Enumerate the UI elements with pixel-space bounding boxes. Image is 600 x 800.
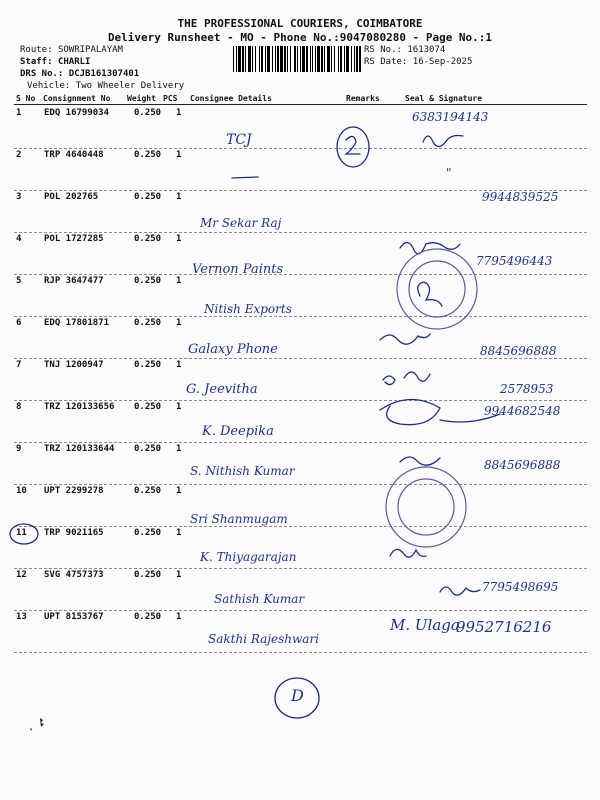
hw-seal-10: 8845696888 [484,458,561,472]
row-sno: 4 [16,234,22,244]
hw-consignee-13: Sathish Kumar [214,592,305,606]
hw-seal-13: 9952716216 [456,618,552,636]
vehicle-line [27,81,184,91]
row-weight: 0.250 [134,150,162,160]
row-pcs: 1 [176,234,182,244]
route-line [20,45,123,55]
row-divider [14,442,587,443]
header-rule [14,104,587,105]
col-remarks: Remarks [346,94,380,103]
row-sno: 2 [16,150,22,160]
row-pcs: 1 [176,570,182,580]
hw-consignee-7: Galaxy Phone [188,342,278,357]
row-divider [14,358,587,359]
rs-date-label: RS Date: [364,57,408,67]
row-weight: 0.250 [134,360,162,370]
row-pcs: 1 [176,612,182,622]
drs-line [20,69,139,79]
row-pcs: 1 [176,528,182,538]
row-weight: 0.250 [134,528,162,538]
drs-label: DRS No.: [20,69,64,79]
col-weight: Weight [127,94,156,103]
row-consignment: RJP 3647477 [44,276,104,286]
row-sno: 3 [16,192,22,202]
row-pcs: 1 [176,318,182,328]
row-consignment: TNJ 1200947 [44,360,104,370]
row-divider [14,526,587,527]
hw-seal-7: 8845696888 [480,344,557,358]
runsheet-subtitle: Delivery Runsheet - MO - Phone No.:9047080280 - Page No.:1 [107,31,493,44]
row-divider [14,568,587,569]
col-seal-signature: Seal & Signature [405,94,483,103]
row-weight: 0.250 [134,612,162,622]
hw-consignee-5: Vernon Paints [192,262,284,277]
hw-consignee-12: K. Thiyagarajan [200,550,297,564]
row-pcs: 1 [176,276,182,286]
row-weight: 0.250 [134,570,162,580]
row-divider [14,148,587,149]
row-consignment: UPT 2299278 [44,486,104,496]
table-row [14,528,587,570]
row-consignment: UPT 8153767 [44,612,104,622]
hw-seal-3: 9944839525 [482,190,559,204]
hw-seal-prefix-13: M. Ulaga [390,616,460,634]
row-sno: 5 [16,276,22,286]
hw-seal-12: 7795498695 [482,580,559,594]
row-pcs: 1 [176,402,182,412]
hw-consignee-1: TCJ [226,132,252,148]
vehicle-value: Two Wheeler Delivery [75,81,185,91]
row-divider [14,484,587,485]
row-divider [14,610,587,611]
col-consignee: Consignee Details [190,94,272,103]
hw-footer-mark: D [291,686,304,705]
row-consignment: POL 202765 [44,192,99,202]
row-weight: 0.250 [134,108,162,118]
rs-no-line [364,45,445,55]
route-value: SOWRIPALAYAM [57,45,123,55]
row-pcs: 1 [176,150,182,160]
rs-no-label: RS No.: [364,45,402,55]
scan-speck [30,718,44,731]
hw-seal-9: 9944682548 [484,404,561,418]
row-weight: 0.250 [134,234,162,244]
drs-value: DCJB161307401 [68,69,140,79]
row-sno: 11 [16,528,27,538]
row-consignment: TRZ 120133644 [44,444,115,454]
rs-date-value: 16-Sep-2025 [412,57,473,67]
row-divider [14,316,587,317]
row-weight: 0.250 [134,444,162,454]
staff-value: CHARLI [57,57,91,67]
staff-line [20,57,90,67]
row-divider [14,652,587,653]
row-consignment: SVG 4757373 [44,570,104,580]
hw-consignee-8: G. Jeevitha [186,382,258,397]
staff-label: Staff: [20,57,53,67]
row-divider [14,274,587,275]
rs-date-line [364,57,472,67]
barcode [233,46,361,72]
hw-consignee-11: Sri Shanmugam [190,512,288,526]
row-consignment: TRP 9021165 [44,528,104,538]
row-pcs: 1 [176,444,182,454]
row-weight: 0.250 [134,486,162,496]
row-divider [14,232,587,233]
row-consignment: POL 1727285 [44,234,104,244]
hw-seal-8: 2578953 [500,382,554,396]
row-pcs: 1 [176,108,182,118]
col-consignment: Consignment No [43,94,111,103]
col-pcs: PCS [163,94,178,103]
row-consignment: EDQ 17801871 [44,318,110,328]
table-row [14,108,587,150]
hw-seal-1: 6383194143 [412,110,489,124]
row-divider [14,400,587,401]
row-weight: 0.250 [134,318,162,328]
table-row [14,150,587,192]
row-weight: 0.250 [134,192,162,202]
hw-consignee-6: Nitish Exports [204,302,292,316]
hw-extra-name-13: Sakthi Rajeshwari [208,632,320,646]
hw-consignee-9: K. Deepika [202,424,274,439]
company-title: THE PROFESSIONAL COURIERS, COIMBATORE [177,17,423,30]
row-weight: 0.250 [134,276,162,286]
table-row [14,486,587,528]
row-sno: 9 [16,444,22,454]
row-weight: 0.250 [134,402,162,412]
row-pcs: 1 [176,192,182,202]
hw-consignee-4: Mr Sekar Raj [200,216,282,230]
col-sno: S No [16,94,36,103]
row-sno: 12 [16,570,27,580]
row-sno: 13 [16,612,27,622]
row-sno: 10 [16,486,27,496]
row-pcs: 1 [176,360,182,370]
hw-seal-4: 7795496443 [476,254,553,268]
row-consignment: TRZ 120133656 [44,402,115,412]
row-sno: 1 [16,108,22,118]
table-row [14,276,587,318]
row-sno: 7 [16,360,22,370]
hw-consignee-10: S. Nithish Kumar [190,464,295,478]
route-label: Route: [20,45,53,55]
row-sno: 6 [16,318,22,328]
hw-seal-2: " [446,166,452,180]
rs-no-value: 1613074 [407,45,446,55]
row-pcs: 1 [176,486,182,496]
row-consignment: TRP 4640448 [44,150,104,160]
vehicle-label: Vehicle: [27,81,71,91]
row-consignment: EDQ 16799034 [44,108,110,118]
row-sno: 8 [16,402,22,412]
